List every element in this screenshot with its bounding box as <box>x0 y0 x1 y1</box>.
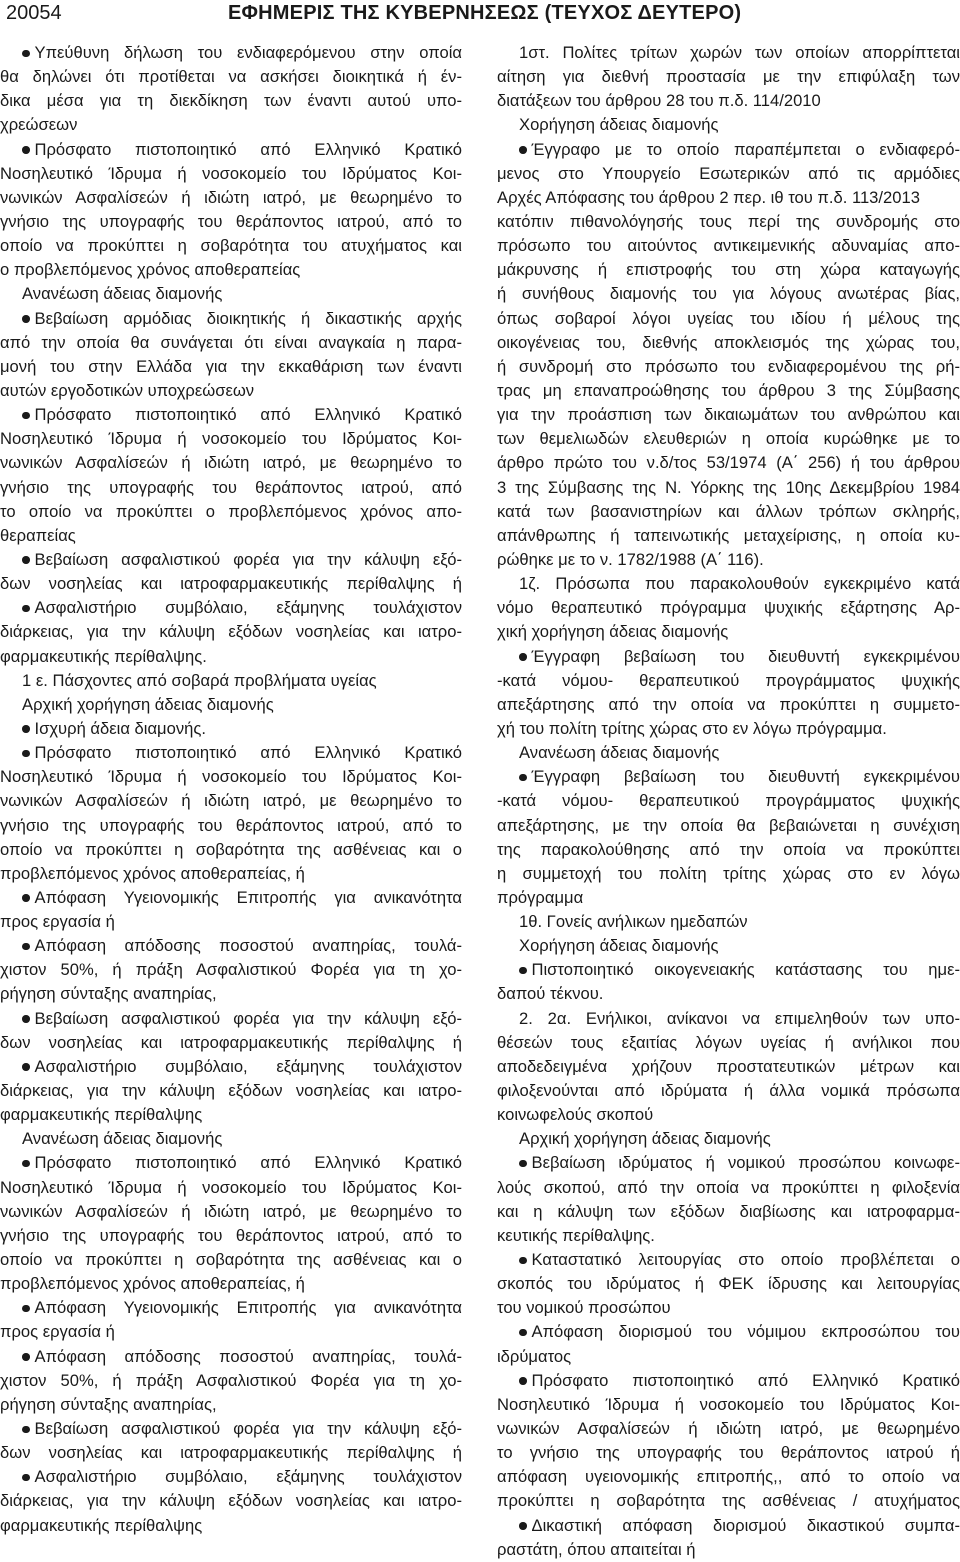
text-line <box>0 307 462 331</box>
right-column <box>497 41 960 1562</box>
line-text: προβλεπόμενος χρόνος αποθεραπείας, ή <box>0 1274 305 1293</box>
line-text: των θεμελιωδών ελευθεριών η οποία κυρώθηκε με το <box>497 429 960 448</box>
line-text: νόμο θεραπευτικό πρόγραμμα ψυχικής εξάρτησης Αρ- <box>497 598 960 617</box>
bullet-icon <box>22 1063 30 1071</box>
line-text: Νοσηλευτικό Ίδρυμα ή νοσοκομείο του Ιδρύματος Κοι- <box>0 1178 462 1197</box>
bullet-icon <box>22 943 30 951</box>
text-line <box>0 138 462 162</box>
text-line <box>497 1248 960 1272</box>
line-text: Ανανέωση άδειας διαμονής <box>22 284 222 303</box>
text-line <box>0 572 462 596</box>
line-text: Έγγραφο με το οποίο παραπέμπεται ο ενδιαφερό- <box>532 140 960 159</box>
text-line <box>497 113 960 137</box>
line-text: Έγγραφη βεβαίωση του διευθυντή εγκεκριμένου <box>532 767 960 786</box>
text-line <box>497 548 960 572</box>
bullet-icon <box>22 1353 30 1361</box>
text-line <box>0 476 462 500</box>
text-line <box>0 1248 462 1272</box>
line-text: γνήσιο της υπογραφής του θεράποντος ιατρού, από το <box>0 1226 462 1245</box>
line-text: δαπού τέκνου. <box>497 984 603 1003</box>
text-line <box>0 1103 462 1127</box>
line-text: αυτών εργοδοτικών υποχρεώσεων <box>0 381 254 400</box>
line-text: χική χορήγηση άδειας διαμονής <box>497 622 728 641</box>
text-line <box>0 1345 462 1369</box>
text-line <box>497 934 960 958</box>
line-text: διάρκειας, για την κάλυψη εξόδων νοσηλείας και ιατρο- <box>0 1491 462 1510</box>
text-line <box>0 331 462 355</box>
page-number: 20054 <box>6 2 62 25</box>
line-text: Δικαστική απόφαση διορισμού δικαστικού συμπα- <box>532 1516 960 1535</box>
line-text: Βεβαίωση ασφαλιστικού φορέα για την κάλυψη εξό- <box>35 1009 463 1028</box>
text-line <box>0 113 462 137</box>
text-line <box>497 282 960 306</box>
line-text: δικα μέσα για τη διεκδίκηση των έναντι αυτού υπο- <box>0 91 462 110</box>
text-line <box>497 210 960 234</box>
text-line <box>0 355 462 379</box>
bullet-icon <box>22 605 30 613</box>
line-text: Πιστοποιητικό οικογενειακής κατάστασης του ημε- <box>532 960 960 979</box>
line-text: κατόπιν πιθανολόγησής τους περί της συνδρομής στο <box>497 212 960 231</box>
line-text: του νομικού προσώπου <box>497 1298 671 1317</box>
bullet-icon <box>22 1160 30 1168</box>
text-line <box>497 838 960 862</box>
text-line <box>0 1465 462 1489</box>
line-text: Ασφαλιστήριο συμβόλαιο, εξάμηνης τουλάχιστον <box>35 1057 463 1076</box>
line-text: Χορήγηση άδειας διαμονής <box>519 115 719 134</box>
line-text: ιδρύματος <box>497 1347 571 1366</box>
text-line <box>0 1393 462 1417</box>
text-line <box>497 1079 960 1103</box>
text-line <box>0 1417 462 1441</box>
line-text: Ασφαλιστήριο συμβόλαιο, εξάμηνης τουλάχιστον <box>35 598 463 617</box>
text-line <box>497 1538 960 1562</box>
line-text: προβλεπόμενος χρόνος αποθεραπείας, ή <box>0 864 305 883</box>
text-line <box>0 1489 462 1513</box>
text-line <box>497 765 960 789</box>
text-line <box>0 862 462 886</box>
line-text: οποίο να προκύπτει η σοβαρότητα της ασθένειας και ο <box>0 1250 462 1269</box>
text-line <box>497 910 960 934</box>
text-line <box>0 1007 462 1031</box>
line-text: θα δηλώνει ότι προτίθεται να ασκήσει διοικητικά ή έν- <box>0 67 462 86</box>
line-text: 1ζ. Πρόσωπα που παρακολουθούν εγκεκριμένο κατά <box>519 574 960 593</box>
bullet-icon <box>22 1426 30 1434</box>
text-line <box>0 65 462 89</box>
line-text: δων νοσηλείας και ιατροφαρμακευτικής περίθαλψης ή <box>0 574 462 593</box>
text-line <box>497 1417 960 1441</box>
line-text: για την προάσπιση των δικαιωμάτων του ανθρώπου και <box>497 405 960 424</box>
text-line <box>497 451 960 475</box>
line-text: κευτικής περίθαλψης. <box>497 1226 655 1245</box>
line-text: προς εργασία ή <box>0 1322 115 1341</box>
line-text: Ισχυρή άδεια διαμονής. <box>35 719 206 738</box>
bullet-icon <box>22 146 30 154</box>
bullet-icon <box>519 146 527 154</box>
line-text: χή του πολίτη τρίτης χώρας στο εν λόγω πρόγραμμα. <box>497 719 887 738</box>
text-line <box>0 982 462 1006</box>
bullet-icon <box>22 725 30 733</box>
text-line <box>497 331 960 355</box>
line-text: άρθρο πρώτο του ν.δ/τος 53/1974 (Α΄ 256) ή του άρθρου <box>497 453 960 472</box>
line-text: απεξάρτησης, με την οποία θα βεβαιώνεται η συνέχιση <box>497 816 960 835</box>
line-text: 3 της Σύμβασης της Ν. Υόρκης της 10ης Δεκεμβρίου 1984 <box>497 478 960 497</box>
text-line <box>0 934 462 958</box>
line-text: προς εργασία ή <box>0 912 115 931</box>
text-line <box>497 65 960 89</box>
line-text: Πρόσφατο πιστοποιητικό από Ελληνικό Κρατικό <box>35 743 463 762</box>
text-line <box>497 1514 960 1538</box>
line-text: Ανανέωση άδειας διαμονής <box>22 1129 222 1148</box>
text-line <box>497 89 960 113</box>
line-text: πρόσωπο του αιτούντος αντικειμενικής αδυναμίας απο- <box>497 236 960 255</box>
text-line <box>497 1031 960 1055</box>
text-line <box>497 1320 960 1344</box>
line-text: σκοπός του ιδρύματος ή ΦΕΚ ίδρυσης και λειτουργίας <box>497 1274 960 1293</box>
text-line <box>497 596 960 620</box>
line-text: Ανανέωση άδειας διαμονής <box>519 743 719 762</box>
line-text: Πρόσφατο πιστοποιητικό από Ελληνικό Κρατικό <box>532 1371 960 1390</box>
bullet-icon <box>519 967 527 975</box>
line-text: και η κάλυψη των εξόδων διαβίωσης και ιατροφαρμα- <box>497 1202 960 1221</box>
bullet-icon <box>22 412 30 420</box>
text-line <box>0 500 462 524</box>
text-line <box>497 1465 960 1489</box>
line-text: πρόγραμμα <box>497 888 583 907</box>
text-line <box>497 1176 960 1200</box>
line-text: Νοσηλευτικό Ίδρυμα ή νοσοκομείο του Ιδρύματος Κοι- <box>497 1395 960 1414</box>
bullet-icon <box>519 1329 527 1337</box>
text-line <box>0 41 462 65</box>
line-text: Απόφαση απόδοσης ποσοστού αναπηρίας, τουλά- <box>35 1347 463 1366</box>
line-text: ή συνήθους διαμονής του για λόγους ανωτέρας βίας, <box>497 284 960 303</box>
bullet-icon <box>519 1522 527 1530</box>
bullet-icon <box>22 1474 30 1482</box>
text-line <box>497 1151 960 1175</box>
text-line <box>0 693 462 717</box>
gazette-title: ΕΦΗΜΕΡΙΣ ΤΗΣ ΚΥΒΕΡΝΗΣΕΩΣ (ΤΕΥΧΟΣ ΔΕΥΤΕΡΟ) <box>228 2 741 25</box>
line-text: διάρκειας, για την κάλυψη εξόδων νοσηλείας και ιατρο- <box>0 622 462 641</box>
text-line <box>497 403 960 427</box>
text-line <box>497 1296 960 1320</box>
text-line <box>0 234 462 258</box>
line-text: νωνικών Ασφαλίσεών ή ιδιώτη ιατρό, με θεωρημένο το <box>0 453 462 472</box>
text-line <box>0 524 462 548</box>
text-line <box>497 645 960 669</box>
text-line <box>497 982 960 1006</box>
text-line <box>0 1055 462 1079</box>
text-line <box>497 379 960 403</box>
line-text: 1 ε. Πάσχοντες από σοβαρά προβλήματα υγείας <box>22 671 377 690</box>
text-line <box>0 958 462 982</box>
line-text: Αρχική χορήγηση άδειας διαμονής <box>22 695 274 714</box>
bullet-icon <box>22 750 30 758</box>
text-line <box>0 1031 462 1055</box>
text-line <box>0 427 462 451</box>
text-line <box>0 379 462 403</box>
line-text: απάνθρωπης ή ταπεινωτικής μεταχείρισης, η οποία κυ- <box>497 526 960 545</box>
line-text: φαρμακευτικής περίθαλψης <box>0 1516 202 1535</box>
text-line <box>497 1489 960 1513</box>
text-line <box>497 307 960 331</box>
text-line <box>497 1272 960 1296</box>
line-text: Βεβαίωση ασφαλιστικού φορέα για την κάλυψη εξό- <box>35 1419 463 1438</box>
text-line <box>497 162 960 186</box>
line-text: από την οποία θα συνάγεται ότι είναι αναγκαία η παρα- <box>0 333 462 352</box>
text-line <box>0 1127 462 1151</box>
line-text: Απόφαση Υγειονομικής Επιτροπής για ανικανότητα <box>35 1298 463 1317</box>
line-text: όπως σοβαροί λόγοι υγείας του ιδίου ή μέλους της <box>497 309 960 328</box>
text-line <box>497 1224 960 1248</box>
text-line <box>0 1296 462 1320</box>
line-text: Απόφαση απόδοσης ποσοστού αναπηρίας, τουλά- <box>35 936 463 955</box>
line-text: νωνικών Ασφαλίσεών ή ιδιώτη ιατρό, με θεωρημένο το <box>0 1202 462 1221</box>
line-text: προκύπτει η σοβαρότητα της ασθένειας / ατυχήματος <box>497 1491 960 1510</box>
bullet-icon <box>22 894 30 902</box>
text-line <box>497 886 960 910</box>
text-line <box>497 572 960 596</box>
text-line <box>497 500 960 524</box>
line-text: νωνικών Ασφαλίσεών ή ιδιώτη ιατρό, με θεωρημένο το <box>0 188 462 207</box>
line-text: διάρκειας, για την κάλυψη εξόδων νοσηλείας και ιατρο- <box>0 1081 462 1100</box>
text-line <box>0 1176 462 1200</box>
text-line <box>0 1079 462 1103</box>
text-line <box>497 1055 960 1079</box>
text-line <box>0 1320 462 1344</box>
text-line <box>497 234 960 258</box>
text-line <box>0 451 462 475</box>
line-text: το οποίο να προκύπτει ο προβλεπόμενος χρόνος απο- <box>0 502 462 521</box>
line-text: Απόφαση διορισμού του νόμιμου εκπροσώπου του <box>532 1322 960 1341</box>
text-line <box>0 596 462 620</box>
text-line <box>497 1441 960 1465</box>
line-text: οποίο να προκύπτει η σοβαρότητα της ασθένειας και ο <box>0 840 462 859</box>
line-text: 1θ. Γονείς ανήλικων ημεδαπών <box>519 912 748 931</box>
text-line <box>0 814 462 838</box>
line-text: κατά των βασανιστηρίων και άλλων τρόπων σκληρής, <box>497 502 960 521</box>
line-text: Βεβαίωση ιδρύματος ή νομικού προσώπου κοινωφε- <box>532 1153 960 1172</box>
text-line <box>0 1200 462 1224</box>
line-text: Νοσηλευτικό Ίδρυμα ή νοσοκομείο του Ιδρύματος Κοι- <box>0 164 462 183</box>
text-line <box>0 886 462 910</box>
line-text: ο προβλεπόμενος χρόνος αποθεραπείας <box>0 260 300 279</box>
text-line <box>0 765 462 789</box>
text-line <box>0 669 462 693</box>
bullet-icon <box>519 1377 527 1385</box>
text-line <box>0 1441 462 1465</box>
text-line <box>0 717 462 741</box>
line-text: γνήσιο της υπογραφής του θεράποντος ιατρού, από το <box>0 816 462 835</box>
line-text: -κατά νόμου- θεραπευτικού προγράμματος ψυχικής <box>497 791 960 810</box>
text-line <box>497 958 960 982</box>
line-text: της παρακολούθησης από την οποία να προκύπτει <box>497 840 960 859</box>
line-text: χρεώσεων <box>0 115 77 134</box>
line-text: 2. 2α. Ενήλικοι, ανίκανοι να επιμεληθούν των υπο- <box>519 1009 960 1028</box>
text-line <box>497 1393 960 1417</box>
line-text: η συμμετοχή του πολίτη τρίτης χώρας στο εν λόγω <box>497 864 960 883</box>
text-line <box>0 403 462 427</box>
line-text: Απόφαση Υγειονομικής Επιτροπής για ανικανότητα <box>35 888 463 907</box>
text-line <box>0 1272 462 1296</box>
line-text: απεξάρτησης από την οποία να προκύπτει η συμμετο- <box>497 695 960 714</box>
line-text: νωνικών Ασφαλίσεών ή ιδιώτη ιατρό, με θεωρημένο το <box>0 791 462 810</box>
text-line <box>0 1224 462 1248</box>
line-text: φαρμακευτικής περίθαλψης <box>0 1105 202 1124</box>
line-text: μονή του στην Ελλάδα για την εκκαθάριση των έναντι <box>0 357 462 376</box>
line-text: Νοσηλευτικό Ίδρυμα ή νοσοκομείο του Ιδρύματος Κοι- <box>0 429 462 448</box>
text-line <box>497 717 960 741</box>
text-line <box>497 427 960 451</box>
line-text: Αρχική χορήγηση άδειας διαμονής <box>519 1129 771 1148</box>
text-line <box>497 814 960 838</box>
line-text: αίτηση για διεθνή προστασία με την επιφύλαξη των <box>497 67 960 86</box>
text-line <box>0 789 462 813</box>
line-text: ραστάτη, όπου απαιτείται ή <box>497 1540 695 1559</box>
text-line <box>497 1127 960 1151</box>
line-text: Πρόσφατο πιστοποιητικό από Ελληνικό Κρατικό <box>35 405 463 424</box>
text-line <box>0 258 462 282</box>
text-line <box>0 645 462 669</box>
text-line <box>497 1345 960 1369</box>
line-text: φαρμακευτικής περίθαλψης. <box>0 647 207 666</box>
text-line <box>497 1369 960 1393</box>
line-text: διατάξεων του άρθρου 28 του π.δ. 114/2010 <box>497 91 821 110</box>
line-text: θέσεών τους εξαιτίας λόγων υγείας ή ανήλικοι που <box>497 1033 960 1052</box>
bullet-icon <box>22 1015 30 1023</box>
line-text: Βεβαίωση αρμόδιας διοικητικής ή δικαστικής αρχής <box>35 309 463 328</box>
line-text: χιστον 50%, ή πράξη Ασφαλιστικού Φορέα για τη χο- <box>0 960 462 979</box>
bullet-icon <box>519 774 527 782</box>
text-line <box>0 620 462 644</box>
line-text: απόφαση υγειονομικής επιτροπής,, από το οποίο να <box>497 1467 960 1486</box>
line-text: -κατά νόμου- θεραπευτικού προγράμματος ψυχικής <box>497 671 960 690</box>
line-text: γνήσιο της υπογραφής του θεράποντος ιατρού, από <box>0 478 462 497</box>
text-line <box>497 620 960 644</box>
text-line <box>497 41 960 65</box>
text-line <box>0 162 462 186</box>
bullet-icon <box>519 653 527 661</box>
text-line <box>497 862 960 886</box>
line-text: ρήγηση σύνταξης αναπηρίας, <box>0 1395 217 1414</box>
text-line <box>497 258 960 282</box>
page-header <box>0 0 960 30</box>
text-line <box>0 548 462 572</box>
line-text: Βεβαίωση ασφαλιστικού φορέα για την κάλυψη εξό- <box>35 550 463 569</box>
bullet-icon <box>22 50 30 58</box>
line-text: Υπεύθυνη δήλωση του ενδιαφερόμενου στην οποία <box>35 43 463 62</box>
line-text: λούς σκοπού, από την οποία να προκύπτει η φιλοξενία <box>497 1178 960 1197</box>
text-line <box>497 138 960 162</box>
line-text: Αρχές Απόφασης του άρθρου 2 περ. ιθ του π.δ. 113/2013 <box>497 188 920 207</box>
line-text: μενος στο Υπουργείο Εσωτερικών από τις αρμόδιες <box>497 164 960 183</box>
bullet-icon <box>519 1160 527 1168</box>
bullet-icon <box>519 1257 527 1265</box>
line-text: το γνήσιο της υπογραφής του θεράποντος ιατρού ή <box>497 1443 960 1462</box>
text-line <box>0 910 462 934</box>
line-text: θεραπείας <box>0 526 76 545</box>
text-line <box>0 1151 462 1175</box>
line-text: Ασφαλιστήριο συμβόλαιο, εξάμηνης τουλάχιστον <box>35 1467 463 1486</box>
line-text: τρας μη επαναπροώθησης του άρθρου 3 της Σύμβασης <box>497 381 960 400</box>
text-line <box>497 1200 960 1224</box>
text-line <box>0 89 462 113</box>
text-line <box>497 789 960 813</box>
line-text: ρώθηκε με το ν. 1782/1988 (Α΄ 116). <box>497 550 764 569</box>
line-text: αποδεδειγμένα χρήζουν προστατευτικών μέτρων και <box>497 1057 960 1076</box>
line-text: ή συνδρομή στο πρόσωπο του ενδιαφερομένου της ρή- <box>497 357 960 376</box>
text-line <box>0 210 462 234</box>
text-line <box>0 186 462 210</box>
line-text: Καταστατικό λειτουργίας στο οποίο προβλέπεται ο <box>532 1250 960 1269</box>
line-text: νωνικών Ασφαλίσεών ή ιδιώτη ιατρό, με θεωρημένο <box>497 1419 960 1438</box>
text-line <box>0 282 462 306</box>
line-text: Χορήγηση άδειας διαμονής <box>519 936 719 955</box>
line-text: Πρόσφατο πιστοποιητικό από Ελληνικό Κρατικό <box>35 140 463 159</box>
bullet-icon <box>22 315 30 323</box>
text-line <box>497 355 960 379</box>
line-text: δων νοσηλείας και ιατροφαρμακευτικής περίθαλψης ή <box>0 1443 462 1462</box>
text-line <box>497 693 960 717</box>
line-text: οποίο να προκύπτει η σοβαρότητα του ατυχήματος και <box>0 236 462 255</box>
line-text: κοινωφελούς σκοπού <box>497 1105 653 1124</box>
text-line <box>0 1369 462 1393</box>
text-line <box>497 186 960 210</box>
bullet-icon <box>22 556 30 564</box>
line-text: 1στ. Πολίτες τρίτων χωρών των οποίων απορρίπτεται <box>519 43 960 62</box>
line-text: Έγγραφη βεβαίωση του διευθυντή εγκεκριμένου <box>532 647 960 666</box>
text-line <box>497 741 960 765</box>
bullet-icon <box>22 1305 30 1313</box>
line-text: χιστον 50%, ή πράξη Ασφαλιστικού Φορέα για τη χο- <box>0 1371 462 1390</box>
left-column <box>0 41 462 1538</box>
text-line <box>497 1103 960 1127</box>
text-line <box>497 476 960 500</box>
text-line <box>0 1514 462 1538</box>
line-text: ρήγηση σύνταξης αναπηρίας, <box>0 984 217 1003</box>
line-text: δων νοσηλείας και ιατροφαρμακευτικής περίθαλψης ή <box>0 1033 462 1052</box>
line-text: γνήσιο της υπογραφής του θεράποντος ιατρού, από το <box>0 212 462 231</box>
line-text: φιλοξενούνται από ιδρύματα ή άλλα νομικά πρόσωπα <box>497 1081 960 1100</box>
line-text: μάκρυνσης ή επιστροφής του στη χώρα καταγωγής <box>497 260 960 279</box>
text-line <box>497 524 960 548</box>
line-text: Νοσηλευτικό Ίδρυμα ή νοσοκομείο του Ιδρύματος Κοι- <box>0 767 462 786</box>
line-text: Πρόσφατο πιστοποιητικό από Ελληνικό Κρατικό <box>35 1153 463 1172</box>
line-text: οικογένειας του, διεθνής αποκλεισμός της χώρας του, <box>497 333 960 352</box>
text-line <box>497 669 960 693</box>
text-line <box>0 741 462 765</box>
text-line <box>497 1007 960 1031</box>
text-line <box>0 838 462 862</box>
